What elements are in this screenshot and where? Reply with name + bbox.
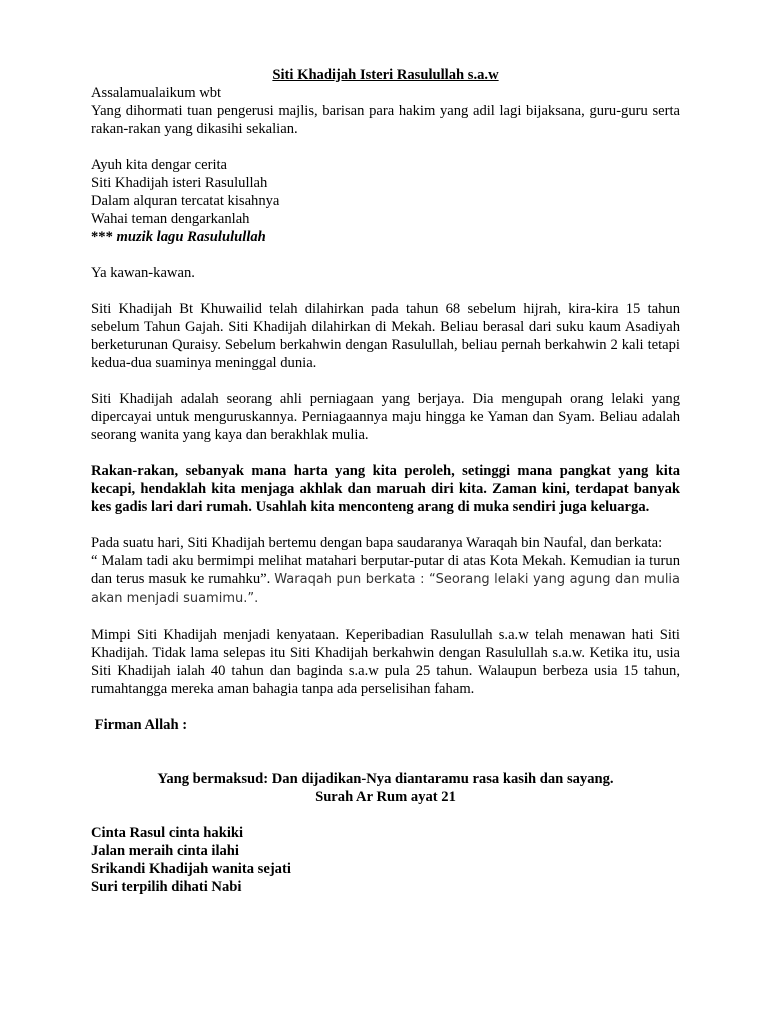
verse-line: Wahai teman dengarkanlah (91, 211, 250, 227)
spacer (91, 444, 680, 462)
music-note-text: muzik lagu Rasululullah (112, 229, 266, 245)
verse-line: Cinta Rasul cinta hakiki (91, 825, 244, 841)
verse-closing (91, 824, 680, 896)
verse-line: Ayuh kita dengar cerita (91, 157, 228, 173)
spacer (91, 734, 680, 752)
spacer (91, 752, 680, 770)
verse-line: Srikandi Khadijah wanita sejati (91, 861, 291, 877)
greeting: Assalamualaikum wbt (91, 85, 222, 101)
verse-opening (91, 156, 680, 246)
dream-quote-serif: “ Malam tadi aku bermimpi melihat matahari berputar-putar di atas Kota Mekah. Kemudian ia turun dan terus masuk ke rumahku”. (91, 553, 680, 587)
firman-label: Firman Allah : (91, 717, 188, 733)
spacer (91, 608, 680, 626)
salutation: Yang dihormati tuan pengerusi majlis, barisan para hakim yang adil lagi bijaksana, guru-guru serta rakan-rakan yang dikasihi sekalian. (91, 103, 680, 137)
verse-line: Jalan meraih cinta ilahi (91, 843, 239, 859)
dream-quote-sans: Waraqah pun berkata : “Seorang lelaki yang agung dan mulia akan menjadi suamimu.”. (91, 572, 681, 606)
paragraph-trade: Siti Khadijah adalah seorang ahli perniagaan yang berjaya. Dia mengupah orang lelaki yang dipercayai untuk menguruskannya. Perniagaannya maju hingga ke Yaman dan Syam. Beliau adalah seorang wanita yang kaya dan berakhlak mulia. (91, 391, 680, 443)
paragraph-marriage: Mimpi Siti Khadijah menjadi kenyataan. Keperibadian Rasulullah s.a.w telah menawan hati Siti Khadijah. Tidak lama selepas itu Siti Khadijah berkahwin dengan Rasulullah s.a.w. Ketika itu, usia Siti Khadijah ialah 40 tahun dan baginda s.a.w pula 25 tahun. Walaupun berbeza usia 15 tahun, rumahtangga mereka aman bahagia tanpa ada perselisihan faham. (91, 627, 680, 697)
paragraph-birth: Siti Khadijah Bt Khuwailid telah dilahirkan pada tahun 68 sebelum hijrah, kira-kira 15 tahun sebelum Tahun Gajah. Siti Khadijah dilahirkan di Mekah. Beliau berasal dari suku kaum Asadiyah berketurunan Quraisy. Sebelum berkahwin dengan Rasulullah, beliau pernah berkahwin 2 kali tetapi kedua-dua suaminya meninggal dunia. (91, 301, 680, 371)
spacer (91, 282, 680, 300)
paragraph-advice: Rakan-rakan, sebanyak mana harta yang kita peroleh, setinggi mana pangkat yang kita kecapi, hendaklah kita menjaga akhlak dan maruah diri kita. Zaman kini, terdapat banyak kes gadis lari dari rumah. Usahlah kita menconteng arang di muka sendiri juga keluarga. (91, 463, 680, 515)
spacer (91, 138, 680, 156)
music-note-prefix: *** (91, 229, 113, 245)
address-line: Ya kawan-kawan. (91, 265, 195, 281)
paragraph-dream-intro: Pada suatu hari, Siti Khadijah bertemu dengan bapa saudaranya Waraqah bin Naufal, dan berkata: (91, 535, 663, 551)
surah-reference: Surah Ar Rum ayat 21 (315, 789, 456, 805)
spacer (91, 246, 680, 264)
spacer (91, 698, 680, 716)
verse-line: Suri terpilih dihati Nabi (91, 879, 242, 895)
spacer (91, 516, 680, 534)
verse-line: Siti Khadijah isteri Rasulullah (91, 175, 268, 191)
music-note (91, 228, 680, 246)
spacer (91, 806, 680, 824)
document-title: Siti Khadijah Isteri Rasulullah s.a.w (272, 67, 499, 83)
spacer (91, 372, 680, 390)
paragraph-dream-quote (91, 552, 680, 608)
verse-line: Dalam alquran tercatat kisahnya (91, 193, 280, 209)
verse-meaning: Yang bermaksud: Dan dijadikan-Nya diantaramu rasa kasih dan sayang. (157, 771, 614, 787)
